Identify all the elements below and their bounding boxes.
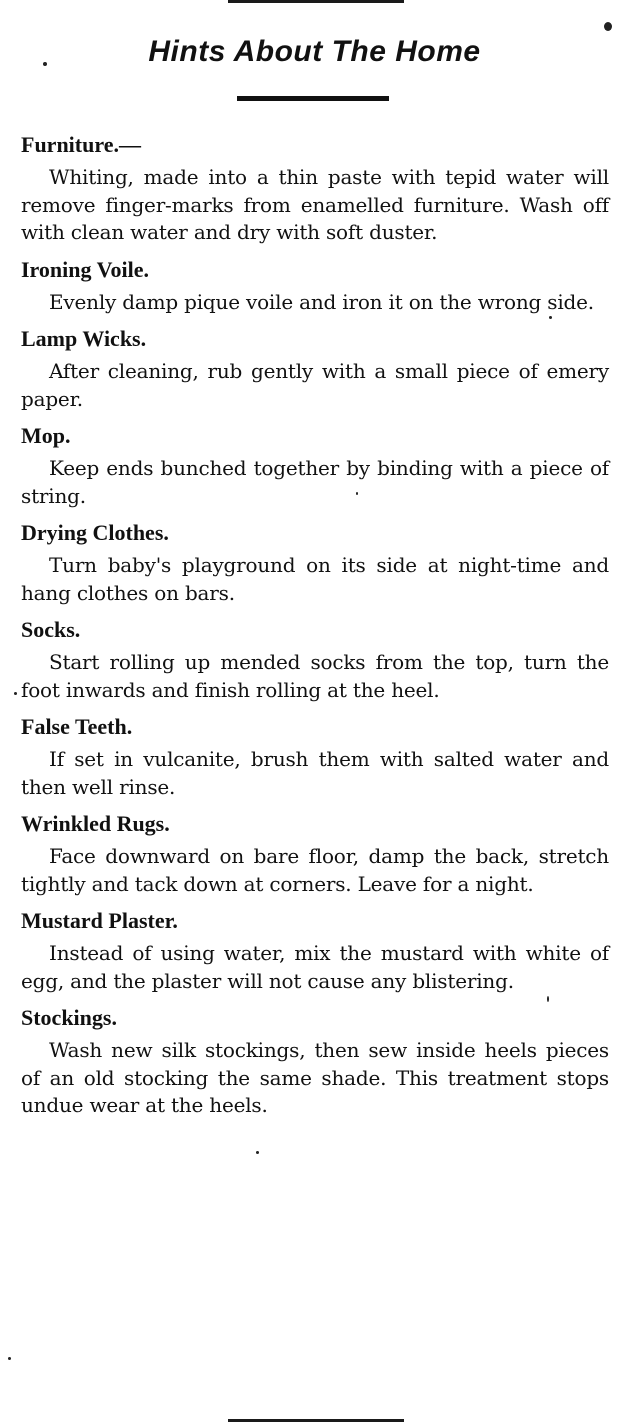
- hint-text: Instead of using water, mix the mustard with white of egg, and the plaster will not cause any blistering.: [21, 941, 609, 993]
- hint-heading: False Teeth.: [21, 714, 133, 739]
- hints-list: [21, 130, 609, 1128]
- hint-text: Face downward on bare floor, damp the back, stretch tightly and tack down at corners. Leave for a night.: [21, 844, 609, 896]
- hint-text: If set in vulcanite, brush them with salted water and then well rinse.: [21, 747, 609, 799]
- hint-heading: Mustard Plaster.: [21, 908, 178, 933]
- hint-text: Keep ends bunched together by binding with a piece of string.: [21, 456, 609, 508]
- hint-item: [21, 255, 609, 317]
- hint-heading: Socks.: [21, 617, 81, 642]
- hint-heading: Drying Clothes.: [21, 520, 169, 545]
- hint-item: [21, 518, 609, 607]
- hint-text: Evenly damp pique voile and iron it on the wrong side.: [49, 289, 594, 314]
- ink-speck: [43, 62, 47, 66]
- hint-heading: Wrinkled Rugs.: [21, 811, 170, 836]
- hint-item: [21, 712, 609, 801]
- ink-speck: [604, 22, 612, 31]
- hint-heading: Mop.: [21, 423, 71, 448]
- hint-item: [21, 130, 609, 247]
- hint-item: [21, 421, 609, 510]
- hint-item: [21, 324, 609, 413]
- hint-item: [21, 615, 609, 704]
- hint-text: Wash new silk stockings, then sew inside heels pieces of an old stocking the same shade. This treatment stops undue wear at the heels.: [21, 1038, 609, 1117]
- hint-text: Turn baby's playground on its side at night-time and hang clothes on bars.: [21, 553, 609, 605]
- column-title: Hints About The Home: [148, 35, 481, 68]
- hint-text: After cleaning, rub gently with a small piece of emery paper.: [21, 359, 609, 411]
- hint-item: [21, 906, 609, 995]
- ink-speck: [256, 1151, 259, 1154]
- hint-heading: Stockings.: [21, 1005, 117, 1030]
- hint-heading: Lamp Wicks.: [21, 326, 147, 351]
- ink-speck: [8, 1357, 11, 1360]
- hint-heading: Ironing Voile.: [21, 256, 149, 282]
- ink-speck: [14, 692, 17, 695]
- top-column-rule: [228, 0, 404, 3]
- bottom-column-rule: [228, 1419, 404, 1422]
- hint-text: Whiting, made into a thin paste with tepid water will remove finger-marks from enamelled furniture. Wash off with clean water and dry with soft duster.: [21, 165, 609, 244]
- hint-heading: Furniture.—: [21, 132, 141, 157]
- hint-text: Start rolling up mended socks from the top, turn the foot inwards and finish rolling at the heel.: [21, 650, 609, 702]
- hint-item: [21, 1003, 609, 1120]
- title-underline-rule: [237, 96, 389, 101]
- hint-item: [21, 809, 609, 898]
